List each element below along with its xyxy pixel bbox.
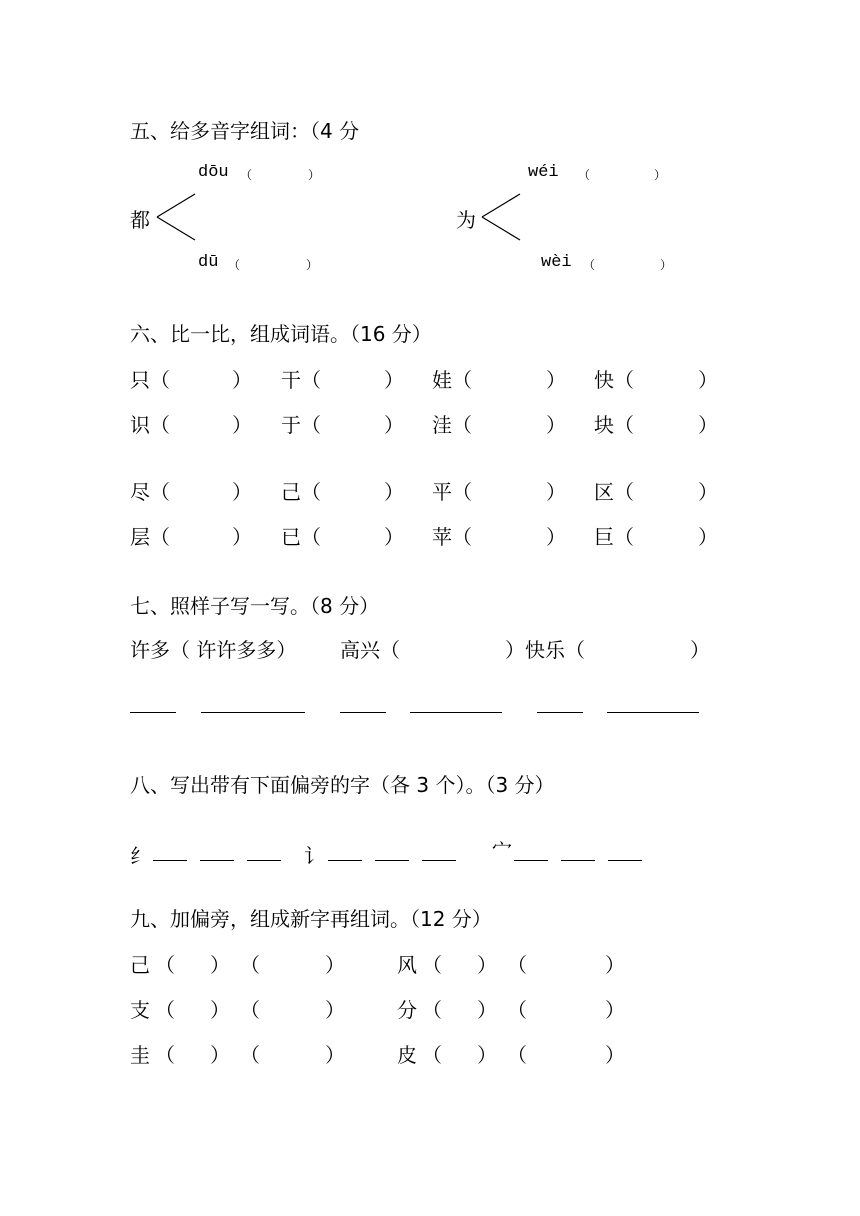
word-cell: ） (384, 525, 404, 549)
paren-close: ） (325, 953, 345, 977)
word-cell: 尽（ (130, 480, 170, 504)
paren-close: ） (210, 998, 230, 1022)
answer-blank[interactable] (328, 860, 362, 861)
word-cell: ） (698, 368, 718, 392)
paren-open: （ (422, 998, 442, 1022)
paren-close: ） (308, 168, 321, 182)
word-cell: ） (232, 480, 252, 504)
base-char: 圭 (130, 1043, 150, 1067)
paren-open: （ (240, 1043, 260, 1067)
paren-open: （ (155, 953, 175, 977)
answer-blank[interactable] (153, 860, 187, 861)
word-cell: 洼（ (432, 413, 472, 437)
base-char: 风 (397, 953, 417, 977)
answer-blank[interactable] (561, 860, 595, 861)
paren-open: （ (507, 1043, 527, 1067)
answer-blank[interactable] (375, 860, 409, 861)
word-cell: 区（ (594, 480, 634, 504)
base-char: 支 (130, 998, 150, 1022)
answer-blank[interactable] (410, 712, 502, 713)
pinyin-du: dū (198, 253, 219, 272)
pinyin-dou: dōu (198, 163, 229, 182)
word-cell: ） (546, 413, 566, 437)
answer-blank[interactable] (201, 712, 305, 713)
paren-close: ） (210, 953, 230, 977)
branch-lines-2 (480, 192, 522, 242)
word-cell: 层（ (130, 525, 170, 549)
answer-blank[interactable] (247, 860, 281, 861)
section-8-title: 八、写出带有下面偏旁的字（各 3 个）。（3 分） (130, 773, 555, 797)
word-cell: 苹（ (432, 525, 472, 549)
paren-open: （ (507, 998, 527, 1022)
polyphone-char-1: 都 (130, 208, 150, 232)
paren-close: ） (654, 168, 667, 182)
radical-mian: 宀 (492, 838, 512, 862)
word-cell: 娃（ (432, 368, 472, 392)
paren-close: ） (325, 1043, 345, 1067)
base-char: 己 (130, 953, 150, 977)
answer-blank[interactable] (340, 712, 386, 713)
base-char: 皮 (397, 1043, 417, 1067)
paren-close: ） (477, 953, 497, 977)
radical-si: 纟 (130, 844, 150, 868)
word-cell: ） (698, 413, 718, 437)
word-cell: ） (384, 413, 404, 437)
paren-open: （ (240, 953, 260, 977)
word-cell: 巨（ (594, 525, 634, 549)
paren-open: （ (155, 1043, 175, 1067)
word-cell: ） (232, 368, 252, 392)
paren-close: ） (306, 258, 319, 272)
word-cell: ） (384, 368, 404, 392)
paren-open: （ (583, 258, 596, 272)
word-cell: 己（ (281, 480, 321, 504)
answer-blank[interactable] (607, 712, 699, 713)
word-prompt-1: 高兴（ (340, 638, 400, 662)
word-cell: 干（ (281, 368, 321, 392)
answer-blank[interactable] (130, 712, 176, 713)
base-char: 分 (397, 998, 417, 1022)
paren-close: ） (605, 998, 625, 1022)
branch-lines-1 (155, 192, 197, 242)
answer-blank[interactable] (537, 712, 583, 713)
paren-close: ） (605, 1043, 625, 1067)
word-cell: 快（ (594, 368, 634, 392)
word-cell: ） (546, 480, 566, 504)
word-cell: 块（ (594, 413, 634, 437)
paren-close: ） (325, 998, 345, 1022)
word-cell: ） (546, 368, 566, 392)
paren-open: （ (422, 953, 442, 977)
paren-close: ） (477, 1043, 497, 1067)
word-cell: 于（ (281, 413, 321, 437)
section-6-title: 六、比一比，组成词语。（16 分） (130, 322, 432, 346)
word-cell: ） (232, 413, 252, 437)
paren-open: （ (240, 998, 260, 1022)
section-9-title: 九、加偏旁，组成新字再组词。（12 分） (130, 907, 492, 931)
word-prompt-2: ）快乐（ (505, 638, 585, 662)
word-cell: 已（ (281, 525, 321, 549)
paren-open: （ (507, 953, 527, 977)
word-cell: 平（ (432, 480, 472, 504)
pinyin-wei2: wéi (528, 163, 559, 182)
word-cell: ） (546, 525, 566, 549)
paren-open: （ (228, 258, 241, 272)
paren-close: ） (477, 998, 497, 1022)
paren-close: ） (660, 258, 673, 272)
answer-blank[interactable] (200, 860, 234, 861)
paren-open: （ (578, 168, 591, 182)
example-word: 许多（ 许许多多） (130, 638, 297, 662)
word-cell: 只（ (130, 368, 170, 392)
section-5-title: 五、给多音字组词：（4 分 (130, 119, 360, 143)
paren-close: ） (210, 1043, 230, 1067)
answer-blank[interactable] (422, 860, 456, 861)
word-cell: 识（ (130, 413, 170, 437)
word-cell: ） (698, 480, 718, 504)
radical-yan: 讠 (304, 844, 324, 868)
paren-open: （ (422, 1043, 442, 1067)
answer-blank[interactable] (608, 860, 642, 861)
word-cell: ） (232, 525, 252, 549)
paren-open: （ (155, 998, 175, 1022)
pinyin-wei4: wèi (541, 253, 572, 272)
section-7-title: 七、照样子写一写。（8 分） (130, 594, 380, 618)
paren-open: （ (240, 168, 253, 182)
paren-close: ） (690, 638, 710, 662)
word-cell: ） (698, 525, 718, 549)
answer-blank[interactable] (514, 860, 548, 861)
word-cell: ） (384, 480, 404, 504)
polyphone-char-2: 为 (456, 208, 476, 232)
paren-close: ） (605, 953, 625, 977)
